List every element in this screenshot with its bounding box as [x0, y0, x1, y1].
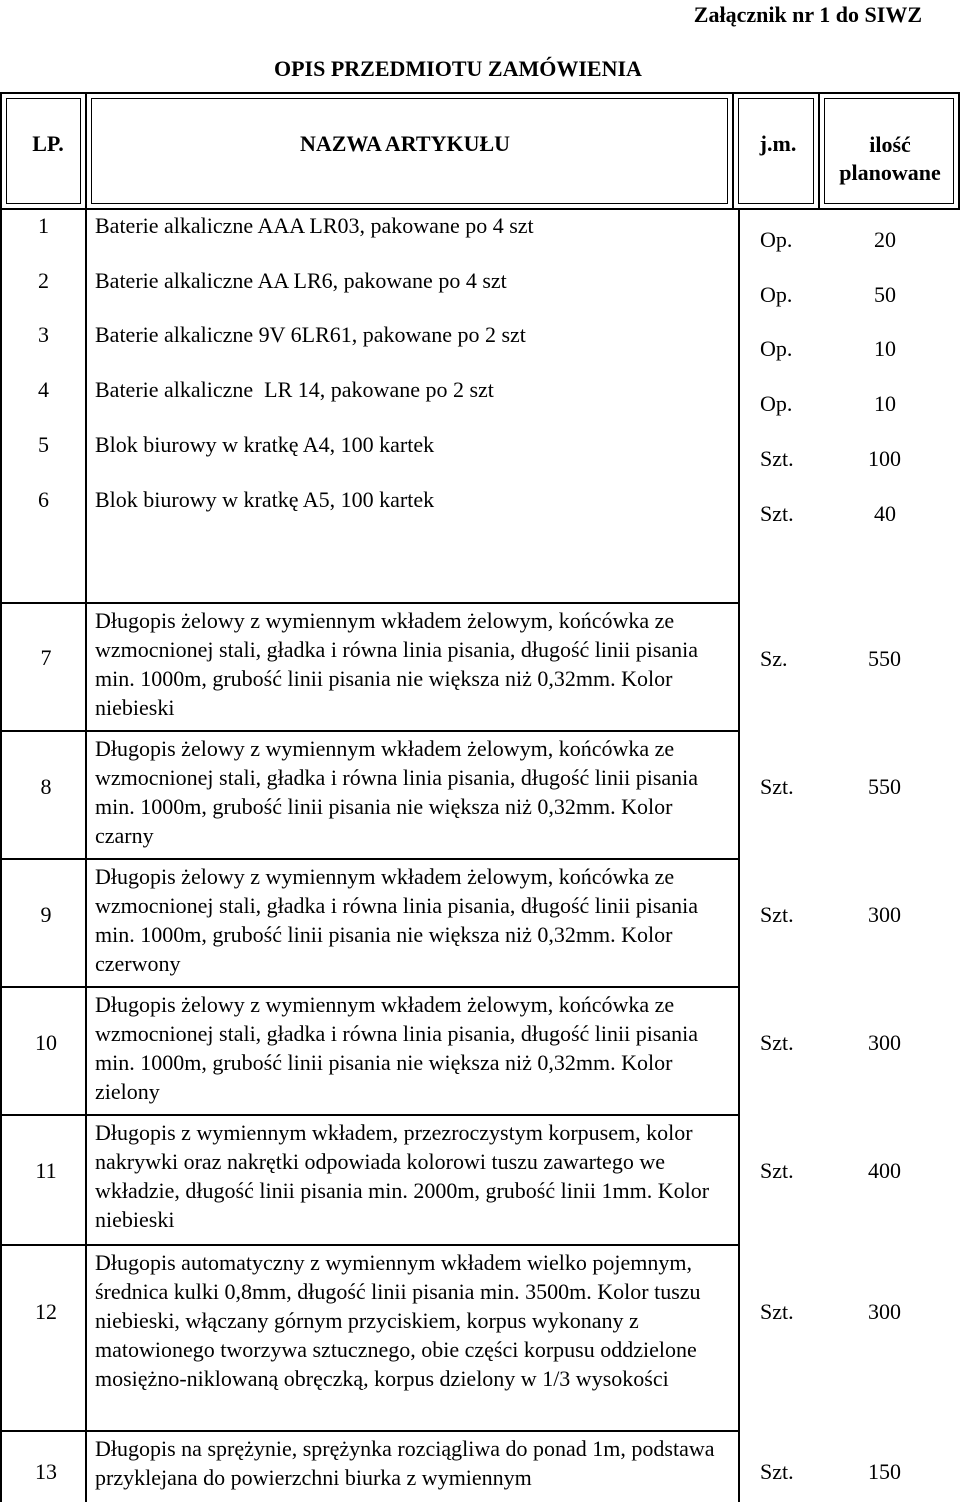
table-row-lp: 5	[38, 432, 49, 457]
table-row-unit: Op.	[760, 391, 793, 416]
table-row-name: Długopis żelowy z wymiennym wkładem żelowym, końcówka ze wzmocnionej stali, gładka i równa linia pisania, długość linii pisania min. 1000m, grubość linii pisania nie większa niż 0,32mm. Kolor czerwony	[95, 864, 699, 976]
header-qty	[820, 131, 960, 187]
table-row-unit: Szt.	[760, 501, 794, 526]
table-row-lp: 2	[38, 268, 49, 293]
table-row-unit: Szt.	[760, 774, 794, 799]
table-row-qty: 300	[868, 1030, 901, 1055]
grid-line	[0, 1114, 740, 1116]
table-row-lp: 3	[38, 322, 49, 347]
table-row-qty: 20	[874, 227, 896, 252]
table-row-name: Blok biurowy w kratkę A5, 100 kartek	[95, 487, 435, 512]
table-row-name: Długopis żelowy z wymiennym wkładem żelowym, końcówka ze wzmocnionej stali, gładka i równa linia pisania, długość linii pisania min. 1000m, grubość linii pisania nie większa niż 0,32mm. Kolor czarny	[95, 736, 699, 848]
table-row-unit: Szt.	[760, 1030, 794, 1055]
table-row-qty: 300	[868, 1299, 901, 1324]
table-row-lp: 6	[38, 487, 49, 512]
table-row-qty: 550	[868, 774, 901, 799]
table-row-qty: 10	[874, 336, 896, 361]
grid-line	[0, 730, 740, 732]
table-row-lp: 7	[40, 645, 52, 670]
header-name: NAZWA ARTYKUŁU	[299, 131, 511, 156]
table-row-unit: Szt.	[760, 1299, 794, 1324]
table-row-qty: 40	[874, 501, 896, 526]
table-row-qty: 100	[868, 446, 901, 471]
table-row-lp: 11	[35, 1158, 57, 1183]
document-title: OPIS PRZEDMIOTU ZAMÓWIENIA	[274, 56, 642, 81]
table-row-unit: Szt.	[760, 1158, 794, 1183]
header-qty-line1: ilość	[869, 132, 911, 157]
table-row-name: Długopis żelowy z wymiennym wkładem żelowym, końcówka ze wzmocnionej stali, gładka i równa linia pisania, długość linii pisania min. 1000m, grubość linii pisania nie większa niż 0,32mm. Kolor niebieski	[95, 608, 699, 720]
table-row-lp: 12	[35, 1299, 57, 1324]
table-row-name: Baterie alkaliczne LR 14, pakowane po 2 szt	[95, 377, 494, 402]
table-row-name: Baterie alkaliczne AA LR6, pakowane po 4 szt	[95, 268, 507, 293]
table-row-name: Długopis z wymiennym wkładem, przezroczystym korpusem, kolor nakrywki oraz nakrętki odpowiada kolorowi tuszu zawartego we wkładzie, długość linii pisania min. 2000m, grubość linii 1mm. Kolor niebieski	[95, 1120, 710, 1232]
grid-line	[0, 858, 740, 860]
table-row-unit: Szt.	[760, 446, 794, 471]
table-row-lp: 8	[40, 774, 52, 799]
header-unit: j.m.	[759, 131, 797, 156]
table-row-lp: 1	[38, 213, 49, 238]
table-row-unit: Op.	[760, 227, 793, 252]
table-row-unit: Op.	[760, 282, 793, 307]
attachment-label: Załącznik nr 1 do SIWZ	[693, 2, 922, 27]
table-row-name: Baterie alkaliczne AAA LR03, pakowane po 4 szt	[95, 213, 534, 238]
table-row-qty: 150	[868, 1459, 901, 1484]
table-row-qty: 10	[874, 391, 896, 416]
table-header	[0, 92, 960, 210]
table-row-qty: 550	[868, 646, 901, 671]
table-row-lp: 9	[40, 902, 52, 927]
table-row-name: Długopis automatyczny z wymiennym wkładem wielko pojemnym, średnica kulki 0,8mm, długość linii pisania min. 3500m. Kolor tuszu niebieski, włączany górnym przyciskiem, korpus wykonany z matowionego tworzywa sztucznego, obie części korpusu oddzielone mosiężno-niklowaną obręczką, korpus dzielony w 1/3 wysokości	[95, 1250, 701, 1391]
table-row-unit: Op.	[760, 336, 793, 361]
table-row-qty: 300	[868, 902, 901, 927]
table-row-lp: 10	[35, 1030, 57, 1055]
grid-line	[738, 210, 740, 1502]
grid-line	[0, 1430, 740, 1432]
table-row-name: Długopis żelowy z wymiennym wkładem żelowym, końcówka ze wzmocnionej stali, gładka i równa linia pisania, długość linii pisania min. 1000m, grubość linii pisania nie większa niż 0,32mm. Kolor zielony	[95, 992, 699, 1104]
table-row-unit: Sz.	[760, 646, 788, 671]
table-row-name: Długopis na sprężynie, sprężynka rozciągliwa do ponad 1m, podstawa przyklejana do powierzchni biurka z wymiennym	[95, 1436, 715, 1490]
table-row-lp: 4	[38, 377, 49, 402]
table-row-qty: 50	[874, 282, 896, 307]
table-row-unit: Szt.	[760, 902, 794, 927]
table-body	[0, 210, 960, 1502]
grid-line	[0, 602, 740, 604]
header-lp: LP.	[32, 131, 64, 156]
table-row-unit: Szt.	[760, 1459, 794, 1484]
grid-line	[0, 1244, 740, 1246]
header-qty-line2: planowane	[839, 160, 941, 185]
table-row-qty: 400	[868, 1158, 901, 1183]
table-row-name: Baterie alkaliczne 9V 6LR61, pakowane po 2 szt	[95, 322, 526, 347]
table-row-lp: 13	[35, 1459, 57, 1484]
table-row-name: Blok biurowy w kratkę A4, 100 kartek	[95, 432, 435, 457]
grid-line	[0, 986, 740, 988]
